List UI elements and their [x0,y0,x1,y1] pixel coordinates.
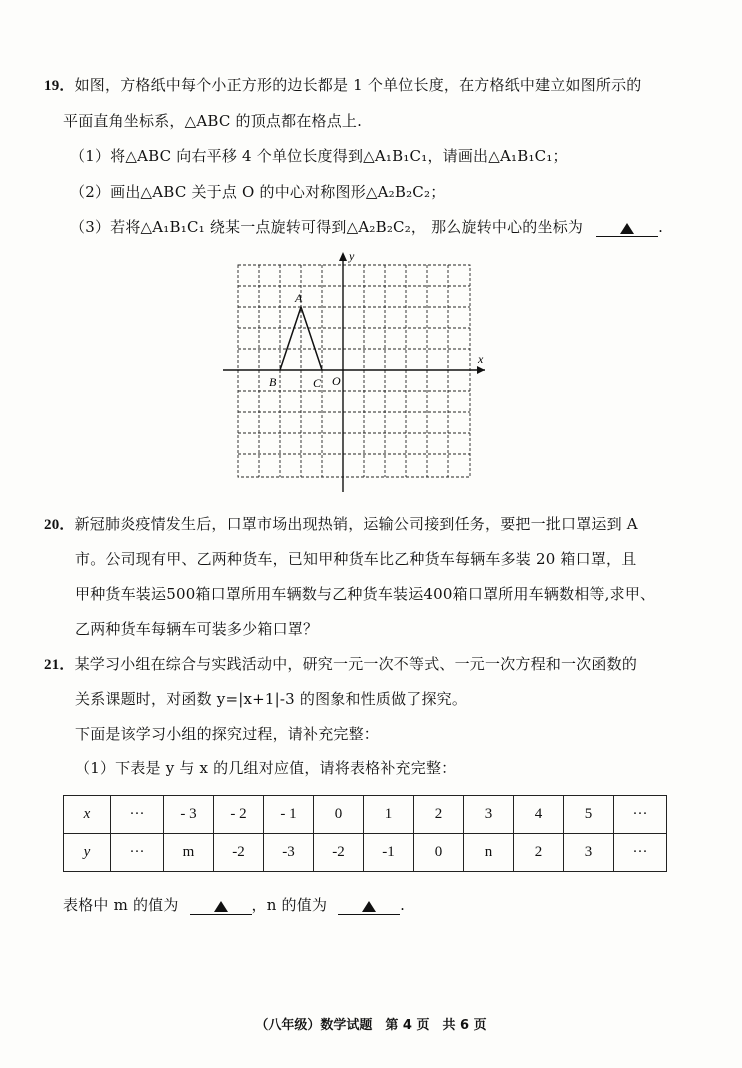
table-cell: -1 [364,834,414,872]
x-axis-arrow-icon [477,366,485,374]
q19-part2: （2）画出△ABC 关于点 O 的中心对称图形△A₂B₂C₂； [70,183,446,201]
table-cell: - 1 [264,796,314,834]
table-cell: ··· [111,796,164,834]
axes [223,256,485,492]
q19-number: 19． [44,78,75,94]
value-table [63,795,667,872]
q19-part3: （3）若将△A₁B₁C₁ 绕某一点旋转可得到△A₂B₂C₂， 那么旋转中心的坐标为 . [70,218,664,236]
answer-blank-m[interactable] [190,898,252,915]
q21-line4: （1）下表是 y 与 x 的几组对应值，请将表格补充完整： [75,759,457,777]
answer-blank-n[interactable] [338,898,400,915]
y-axis-arrow-icon [339,252,347,261]
q19-line2: 平面直角坐标系，△ABC 的顶点都在格点上. [63,112,363,130]
table-cell: -2 [214,834,264,872]
q20-line2: 市。公司现有甲、乙两种货车，已知甲种货车比乙种货车每辆车多装 20 箱口罩，且 [75,550,637,568]
y-axis-label: y [349,250,355,263]
table-cell: ··· [614,796,667,834]
coordinate-grid-figure [223,250,495,495]
table-cell: y [64,834,111,872]
table-cell: - 2 [214,796,264,834]
q20-line1: 20．新冠肺炎疫情发生后，口罩市场出现热销，运输公司接到任务，要把一批口罩运到 A [44,515,638,533]
vertex-label-c: C [313,376,322,390]
table-cell: -2 [314,834,364,872]
page-footer: （八年级）数学试题 第 4 页 共 6 页 [255,1018,487,1033]
table-row [64,796,667,834]
q21-answer-line: 表格中 m 的值为 ，n 的值为 . [63,896,406,914]
grid-lines [238,265,470,477]
table-cell: 0 [414,834,464,872]
coordinate-grid-svg [223,250,495,495]
table-cell: 4 [514,796,564,834]
q21-line2: 关系课题时，对函数 y=|x+1|-3 的图象和性质做了探究。 [75,690,468,708]
table-cell: 2 [414,796,464,834]
blank-triangle-icon [362,901,376,912]
table-cell: 1 [364,796,414,834]
answer-blank-rotation-center[interactable] [596,220,658,237]
table-cell: 5 [564,796,614,834]
table-cell: m [164,834,214,872]
q21-number: 21． [44,657,75,673]
blank-triangle-icon [214,901,228,912]
q20-line4: 乙两种货车每辆车可装多少箱口罩？ [75,620,319,638]
q20-number: 20． [44,517,75,533]
q21-line1: 21．某学习小组在综合与实践活动中，研究一元一次不等式、一元一次方程和一次函数的 [44,655,638,673]
q20-line3: 甲种货车装运500箱口罩所用车辆数与乙种货车装运400箱口罩所用车辆数相等,求甲、 [75,585,656,603]
q19-line1: 19．如图，方格纸中每个小正方形的边长都是 1 个单位长度，在方格纸中建立如图所示的 [44,76,642,94]
q19-part1: （1）将△ABC 向右平移 4 个单位长度得到△A₁B₁C₁，请画出△A₁B₁C₁； [70,147,568,165]
vertex-label-a: A [295,291,303,305]
table-cell: -3 [264,834,314,872]
table-cell: 3 [464,796,514,834]
table-cell: - 3 [164,796,214,834]
table-cell: ··· [614,834,667,872]
grid-border [238,265,470,477]
blank-triangle-icon [620,223,634,234]
table-row [64,834,667,872]
table-cell: x [64,796,111,834]
table-cell: 3 [564,834,614,872]
table-cell: 2 [514,834,564,872]
table-cell: ··· [111,834,164,872]
x-axis-label: x [478,352,484,366]
table-cell: 0 [314,796,364,834]
q21-line3: 下面是该学习小组的探究过程，请补充完整： [75,725,380,743]
vertex-label-b: B [269,375,277,389]
origin-label: O [332,374,341,388]
table-cell: n [464,834,514,872]
